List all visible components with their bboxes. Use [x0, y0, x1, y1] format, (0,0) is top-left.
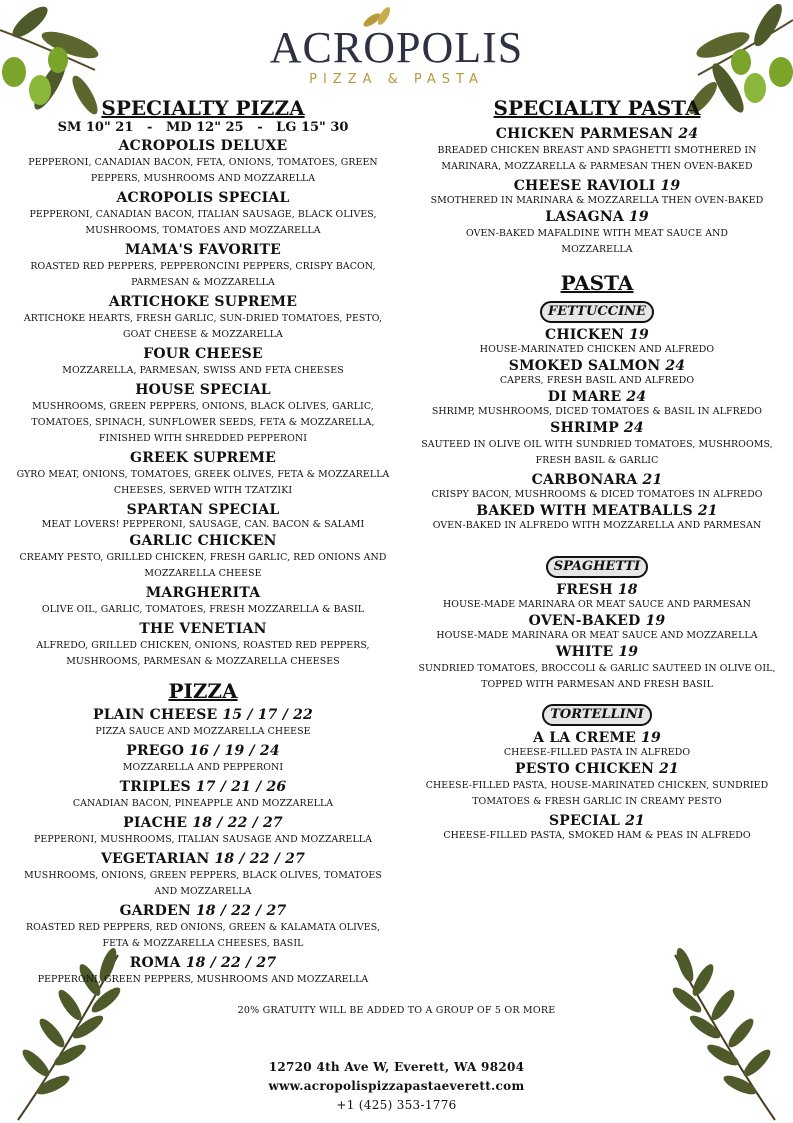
item-name: PESTO CHICKEN: [515, 761, 655, 777]
item-desc: CHEESE-FILLED PASTA, HOUSE-MARINATED CHICKEN, SUNDRIED TOMATOES & FRESH GARLIC IN CREAMY PESTO: [425, 780, 769, 807]
item-price: 24: [665, 358, 686, 374]
size-small: SM 10" 21: [57, 120, 134, 135]
item-name: VEGETARIAN: [100, 851, 210, 867]
item-desc: CANADIAN BACON, PINEAPPLE AND MOZZARELLA: [72, 798, 334, 809]
menu-item: [410, 730, 784, 758]
item-price: 19: [660, 178, 681, 194]
item-name: SHRIMP: [550, 420, 619, 436]
item-name: CHEESE RAVIOLI: [513, 178, 656, 194]
item-desc: SHRIMP, MUSHROOMS, DICED TOMATOES & BASIL IN ALFREDO: [431, 406, 763, 417]
item-desc: MUSHROOMS, GREEN PEPPERS, ONIONS, BLACK OLIVES, GARLIC, TOMATOES, SPINACH, SUNFLOWER SEEDS, FETA & MOZZARELLA, FINISHED WITH SHREDDED PEPPERONI: [31, 401, 375, 444]
pizza-title: PIZZA: [168, 679, 238, 703]
item-desc: MOZZARELLA, PARMESAN, SWISS AND FETA CHEESES: [62, 365, 344, 376]
spaghetti-list: [410, 582, 784, 693]
item-desc: PEPPERONI, MUSHROOMS, ITALIAN SAUSAGE AND MOZZARELLA: [34, 834, 372, 845]
menu-item: [12, 903, 394, 952]
item-name: OVEN-BAKED: [528, 613, 641, 629]
pizza-list: [12, 707, 394, 988]
item-price: 21: [642, 472, 663, 488]
item-name: CHICKEN: [545, 327, 625, 343]
item-name: CHICKEN PARMESAN: [495, 126, 674, 142]
item-desc: MOZZARELLA AND PEPPERONI: [122, 762, 284, 773]
website-link[interactable]: www.acropolispizzapastaeverett.com: [268, 1079, 525, 1093]
item-price: 18 / 22 / 27: [185, 955, 277, 971]
menu-item: [410, 472, 784, 500]
menu-item: [12, 621, 394, 670]
item-desc: MEAT LOVERS! PEPPERONI, SAUSAGE, CAN. BACON & SALAMI: [41, 519, 365, 530]
item-desc: CHEESE-FILLED PASTA IN ALFREDO: [503, 747, 691, 758]
fettuccine-label: FETTUCCINE: [540, 301, 654, 323]
item-desc: PEPPERONI, CANADIAN BACON, FETA, ONIONS, TOMATOES, GREEN PEPPERS, MUSHROOMS AND MOZZARELLA: [28, 157, 378, 184]
item-desc: PEPPERONI, CANADIAN BACON, ITALIAN SAUSAGE, BLACK OLIVES, MUSHROOMS, TOMATOES AND MOZZARELLA: [29, 209, 377, 236]
item-desc: BREADED CHICKEN BREAST AND SPAGHETTI SMOTHERED IN MARINARA, MOZZARELLA & PARMESAN THEN OVEN-BAKED: [437, 145, 757, 172]
specialty-pizza-list: [12, 138, 394, 670]
item-desc: HOUSE-MADE MARINARA OR MEAT SAUCE AND MOZZARELLA: [436, 630, 758, 641]
item-price: 16 / 19 / 24: [189, 743, 280, 759]
menu-item: [410, 813, 784, 841]
menu-item: [12, 382, 394, 447]
item-price: 19: [629, 327, 649, 343]
menu-item: [410, 209, 784, 258]
item-name: WHITE: [555, 644, 614, 660]
item-desc: HOUSE-MARINATED CHICKEN AND ALFREDO: [479, 344, 715, 355]
menu-item: [410, 761, 784, 810]
item-name: MARGHERITA: [145, 585, 261, 601]
item-price: 18 / 22 / 27: [214, 851, 306, 867]
size-separator: -: [146, 120, 153, 135]
item-desc: CRISPY BACON, MUSHROOMS & DICED TOMATOES IN ALFREDO: [431, 489, 763, 500]
item-price: 19: [618, 644, 639, 660]
tortellini-label: TORTELLINI: [542, 704, 651, 726]
item-desc: SAUTEED IN OLIVE OIL WITH SUNDRIED TOMATOES, MUSHROOMS, FRESH BASIL & GARLIC: [421, 439, 773, 466]
item-desc: ROASTED RED PEPPERS, PEPPERONCINI PEPPERS, CRISPY BACON, PARMESAN & MOZZARELLA: [30, 261, 376, 288]
size-medium: MD 12" 25: [165, 120, 244, 135]
item-name: SPECIAL: [549, 813, 621, 829]
item-desc: HOUSE-MADE MARINARA OR MEAT SAUCE AND PARMESAN: [443, 599, 751, 610]
item-name: BAKED WITH MEATBALLS: [476, 503, 693, 519]
menu-item: [12, 502, 394, 530]
item-price: 15 / 17 / 22: [222, 707, 313, 723]
item-desc: PIZZA SAUCE AND MOZZARELLA CHEESE: [95, 726, 311, 737]
menu-item: [410, 178, 784, 206]
item-price: 21: [659, 761, 679, 777]
menu-item: [12, 851, 394, 900]
menu-item: [410, 503, 784, 531]
brand-tagline: PIZZA & PASTA: [309, 72, 484, 87]
brand-logo: [0, 8, 793, 88]
item-desc: OVEN-BAKED IN ALFREDO WITH MOZZARELLA AND PARMESAN: [432, 520, 762, 531]
item-name: SPARTAN SPECIAL: [126, 502, 280, 518]
item-name: LASAGNA: [545, 209, 624, 225]
item-price: 19: [641, 730, 661, 746]
item-name: PLAIN CHEESE: [93, 707, 218, 723]
menu-item: [12, 585, 394, 618]
item-price: 21: [697, 503, 718, 519]
item-name: FOUR CHEESE: [143, 346, 263, 362]
item-desc: CHEESE-FILLED PASTA, SMOKED HAM & PEAS IN ALFREDO: [443, 830, 751, 841]
item-price: 18 / 22 / 27: [192, 815, 283, 831]
menu-item: [12, 533, 394, 582]
spaghetti-label: SPAGHETTI: [546, 556, 649, 578]
item-desc: CREAMY PESTO, GRILLED CHICKEN, FRESH GARLIC, RED ONIONS AND MOZZARELLA CHEESE: [19, 552, 387, 579]
item-desc: OVEN-BAKED MAFALDINE WITH MEAT SAUCE AND MOZZARELLA: [465, 228, 729, 255]
tortellini-list: [410, 730, 784, 841]
item-name: ROMA: [129, 955, 181, 971]
item-price: 24: [626, 389, 647, 405]
menu-item: [410, 327, 784, 355]
menu-item: [410, 389, 784, 417]
menu-item: [12, 190, 394, 239]
menu-item: [410, 358, 784, 386]
menu-item: [12, 955, 394, 988]
item-desc: ARTICHOKE HEARTS, FRESH GARLIC, SUN-DRIED TOMATOES, PESTO, GOAT CHEESE & MOZZARELLA: [23, 313, 383, 340]
item-name: CARBONARA: [531, 472, 638, 488]
menu-item: [410, 582, 784, 610]
item-name: PREGO: [126, 743, 185, 759]
left-column: [12, 96, 394, 991]
specialty-pasta-list: [410, 126, 784, 258]
item-desc: SUNDRIED TOMATOES, BROCCOLI & GARLIC SAUTEED IN OLIVE OIL, TOPPED WITH PARMESAN AND FRESH BASIL: [418, 663, 776, 690]
item-desc: CAPERS, FRESH BASIL AND ALFREDO: [499, 375, 695, 386]
menu-item: [12, 346, 394, 379]
menu-item: [12, 450, 394, 499]
item-price: 18: [617, 582, 638, 598]
item-name: PIACHE: [123, 815, 188, 831]
item-name: ACROPOLIS DELUXE: [118, 138, 288, 154]
item-name: TRIPLES: [119, 779, 191, 795]
item-name: A LA CREME: [533, 730, 637, 746]
item-name: FRESH: [556, 582, 613, 598]
olive-sprig-icon: [362, 6, 396, 32]
specialty-pasta-title: SPECIALTY PASTA: [493, 96, 701, 120]
item-desc: ALFREDO, GRILLED CHICKEN, ONIONS, ROASTED RED PEPPERS, MUSHROOMS, PARMESAN & MOZZARELLA CHEESES: [36, 640, 370, 667]
item-desc: ROASTED RED PEPPERS, RED ONIONS, GREEN & KALAMATA OLIVES, FETA & MOZZARELLA CHEESES, BASIL: [25, 922, 381, 949]
item-name: HOUSE SPECIAL: [135, 382, 271, 398]
fettuccine-list: [410, 327, 784, 531]
item-name: GARLIC CHICKEN: [129, 533, 277, 549]
item-name: ACROPOLIS SPECIAL: [116, 190, 290, 206]
menu-item: [12, 815, 394, 848]
menu-item: [12, 294, 394, 343]
item-price: 21: [625, 813, 645, 829]
item-name: MAMA'S FAVORITE: [124, 242, 282, 258]
menu-item: [12, 779, 394, 812]
right-column: [410, 96, 784, 844]
item-name: THE VENETIAN: [139, 621, 267, 637]
menu-item: [410, 420, 784, 469]
item-desc: PEPPERONI, GREEN PEPPERS, MUSHROOMS AND MOZZARELLA: [37, 974, 369, 985]
item-desc: SMOTHERED IN MARINARA & MOZZARELLA THEN OVEN-BAKED: [430, 195, 764, 206]
gratuity-note: 20% GRATUITY WILL BE ADDED TO A GROUP OF 5 OR MORE: [237, 1005, 556, 1016]
menu-item: [410, 126, 784, 175]
item-name: SMOKED SALMON: [508, 358, 661, 374]
menu-item: [410, 644, 784, 693]
brand-name: ACROPOLIS: [269, 23, 524, 72]
item-name: GARDEN: [119, 903, 191, 919]
contact-info: [0, 1058, 793, 1115]
item-desc: OLIVE OIL, GARLIC, TOMATOES, FRESH MOZZARELLA & BASIL: [41, 604, 365, 615]
pasta-title: PASTA: [560, 271, 634, 295]
menu-item: [12, 138, 394, 187]
size-large: LG 15" 30: [276, 120, 349, 135]
item-name: GREEK SUPREME: [130, 450, 276, 466]
item-desc: MUSHROOMS, ONIONS, GREEN PEPPERS, BLACK OLIVES, TOMATOES AND MOZZARELLA: [24, 870, 382, 897]
menu-item: [12, 242, 394, 291]
size-separator: -: [257, 120, 263, 135]
address: 12720 4th Ave W, Everett, WA 98204: [268, 1060, 525, 1074]
menu-item: [12, 707, 394, 740]
item-name: DI MARE: [547, 389, 622, 405]
specialty-pizza-title: SPECIALTY PIZZA: [101, 96, 305, 120]
item-price: 19: [645, 613, 666, 629]
item-name: ARTICHOKE SUPREME: [108, 294, 298, 310]
item-desc: GYRO MEAT, ONIONS, TOMATOES, GREEK OLIVES, FETA & MOZZARELLA CHEESES, SERVED WITH TZATZIKI: [16, 469, 390, 496]
item-price: 19: [628, 209, 649, 225]
item-price: 18 / 22 / 27: [195, 903, 287, 919]
phone-number: +1 (425) 353-1776: [336, 1098, 457, 1112]
item-price: 24: [678, 126, 699, 142]
menu-item: [12, 743, 394, 776]
menu-item: [410, 613, 784, 641]
item-price: 17 / 21 / 26: [195, 779, 287, 795]
item-price: 24: [623, 420, 644, 436]
pizza-sizes: [12, 120, 394, 136]
